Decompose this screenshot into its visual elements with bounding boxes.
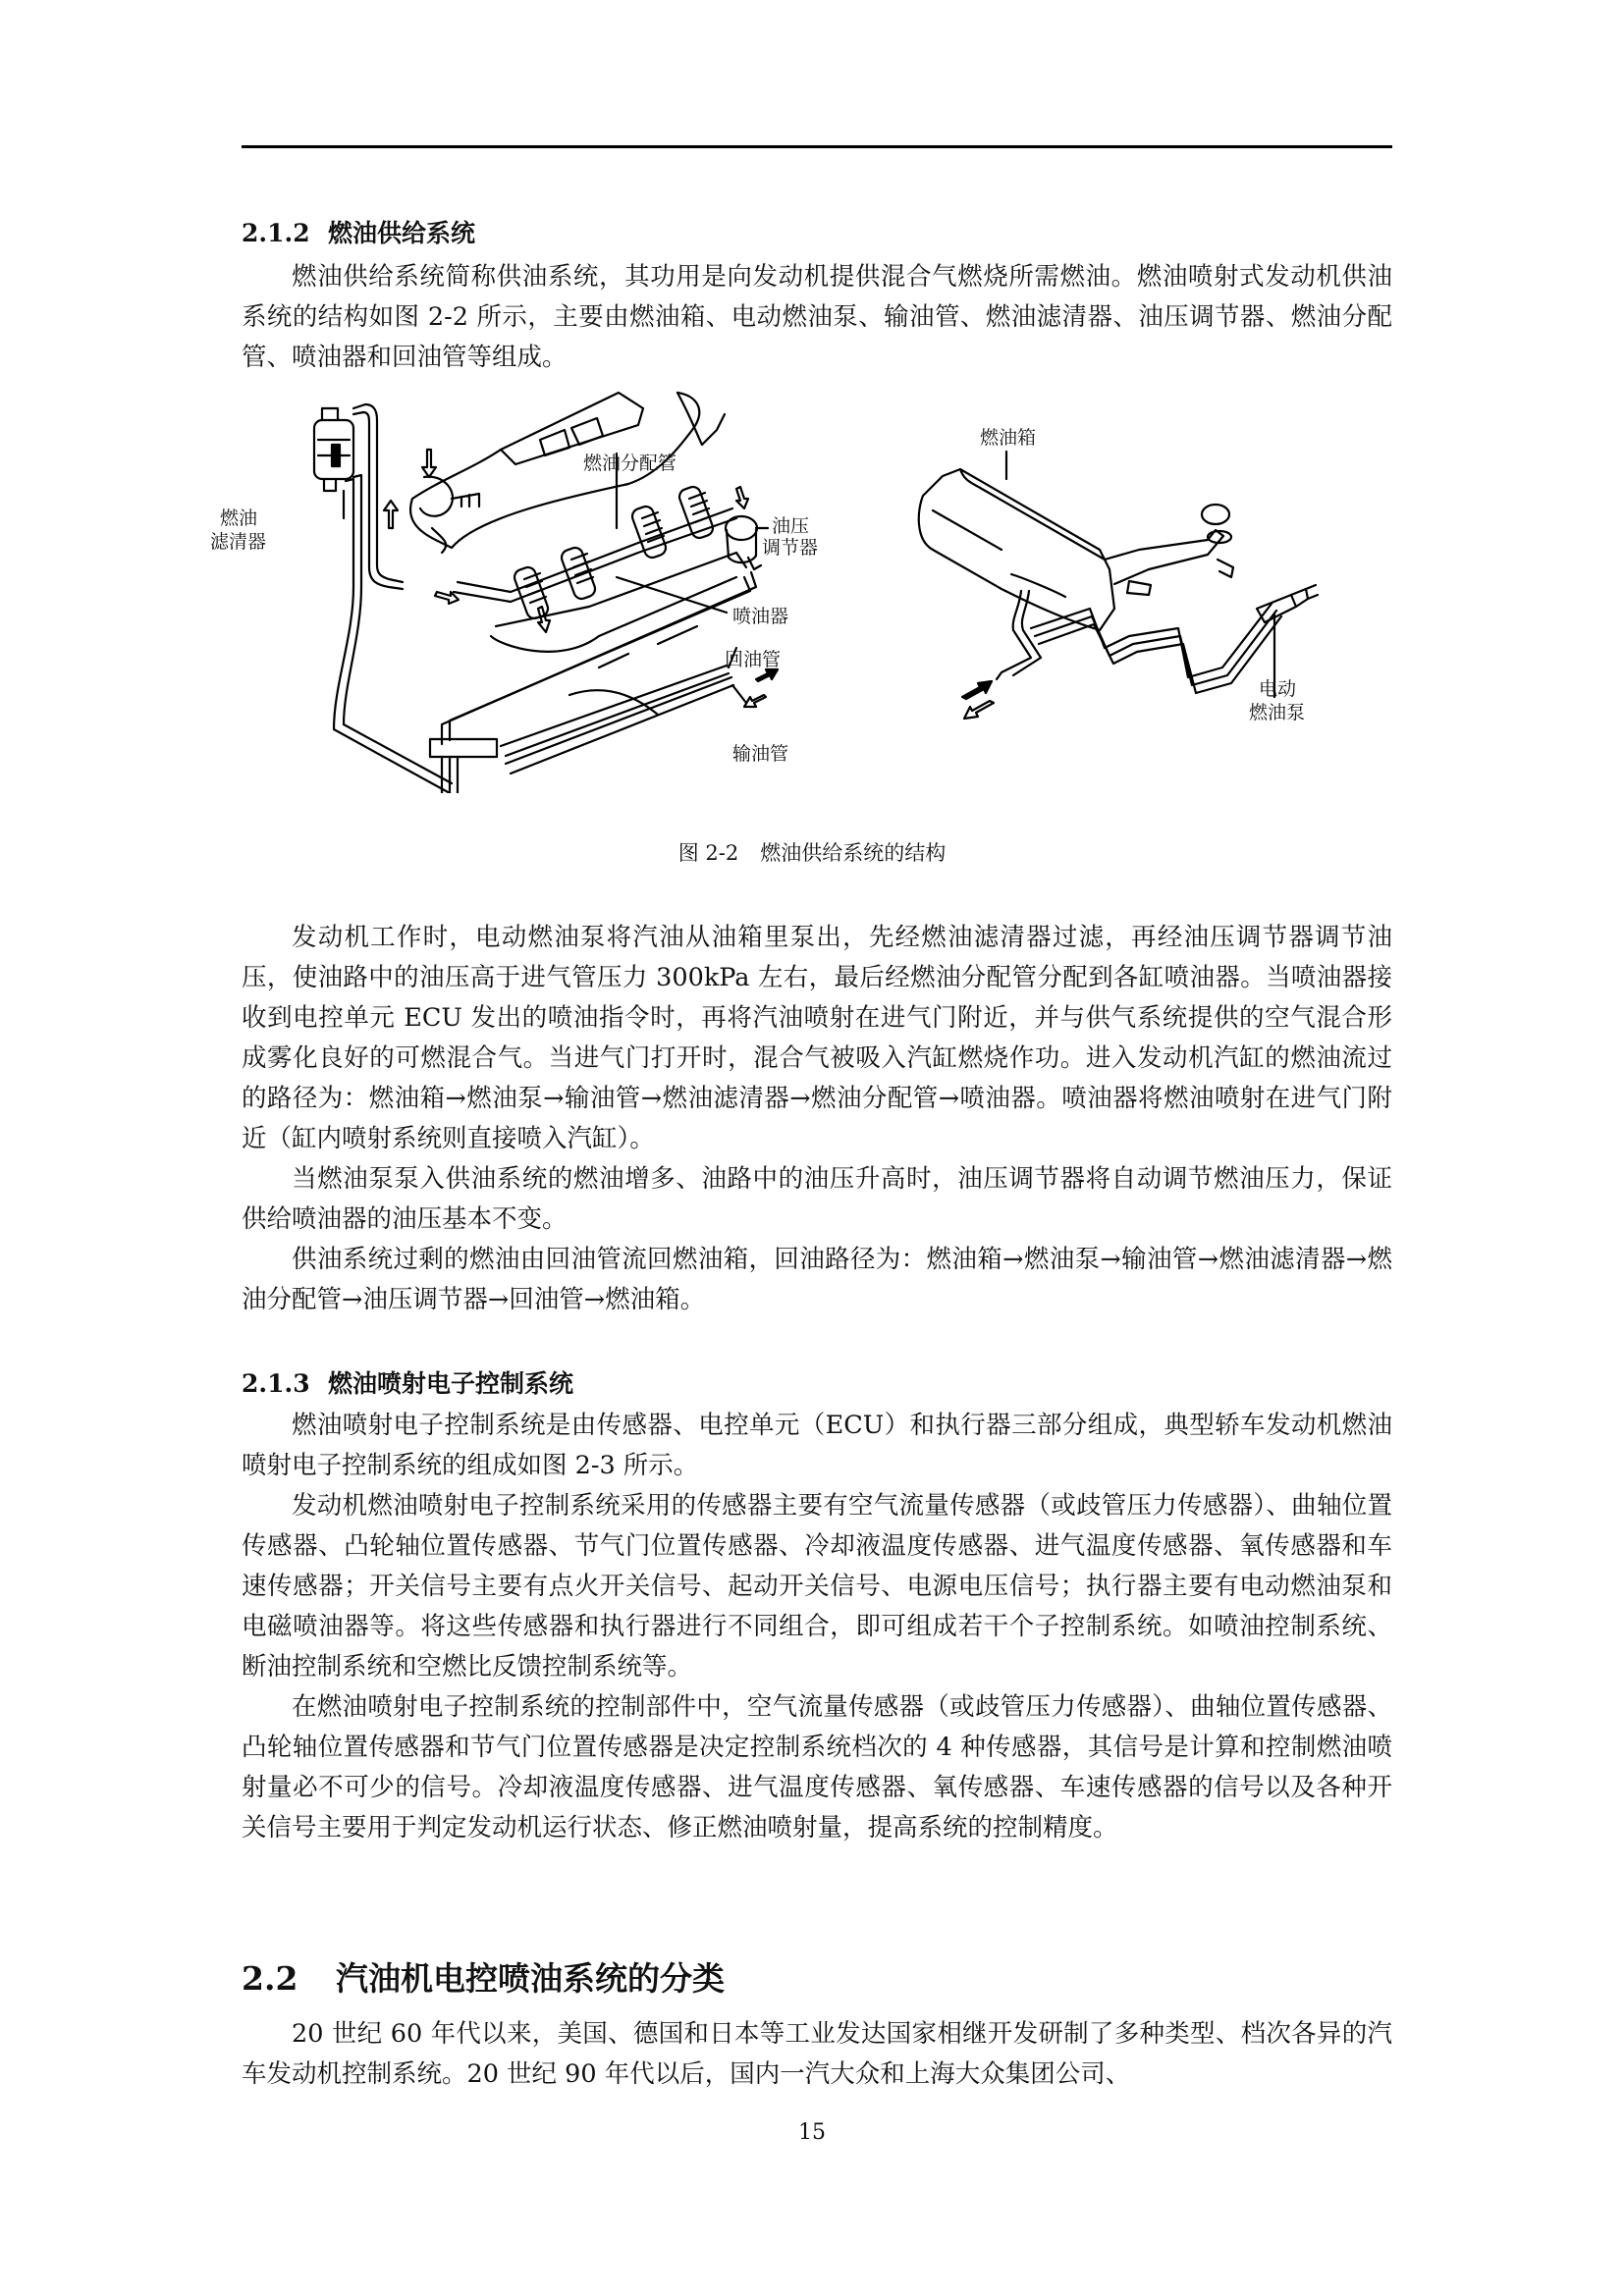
paragraph: 供油系统过剩的燃油由回油管流回燃油箱，回油路径为：燃油箱→燃油泵→输油管→燃油滤清器→燃油分配管→油压调节器→回油管→燃油箱。 <box>242 1245 1392 1314</box>
label-electric-pump-line1: 电动 <box>1259 678 1297 700</box>
paragraph: 20 世纪 60 年代以来，美国、德国和日本等工业发达国家相继开发研制了多种类型、档次各异的汽车发动机控制系统。20 世纪 90 年代以后，国内一汽大众和上海大众集团公司、 <box>242 2019 1392 2089</box>
label-fuel-filter-line2: 滤清器 <box>210 531 267 553</box>
section-number: 2.1.3 <box>242 1369 310 1398</box>
paragraph: 在燃油喷射电子控制系统的控制部件中，空气流量传感器（或歧管压力传感器）、曲轴位置传感器、凸轮轴位置传感器和节气门位置传感器是决定控制系统档次的 4 种传感器，其信号是计算和控制燃油喷射量必不可少的信号。冷却液温度传感器、进气温度传感器、氧传感器、车速传感器的信号以及各种开关信号主要用于判定发动机运行状态、修正燃油喷射量，提高系统的控制精度。 <box>242 1692 1392 1842</box>
figure-engine-fuel-system <box>210 391 854 793</box>
label-fuel-filter-line1: 燃油 <box>220 507 258 529</box>
engine-diagram-drawing <box>304 391 854 793</box>
label-fuel-tank: 燃油箱 <box>980 427 1037 449</box>
section-title: 燃油喷射电子控制系统 <box>328 1369 574 1398</box>
label-supply-line: 输油管 <box>732 743 789 765</box>
section-number: 2.2 <box>242 1959 298 1998</box>
section-heading-2-1-2 <box>242 214 475 249</box>
label-return-line: 回油管 <box>725 649 782 670</box>
section-number: 2.1.2 <box>242 219 310 247</box>
label-pressure-regulator-line1: 油压 <box>772 515 810 537</box>
figure-caption-text: 燃油供给系统的结构 <box>760 841 947 865</box>
section-heading-2-1-3 <box>242 1364 573 1400</box>
page-number: 15 <box>798 2120 826 2145</box>
paragraph: 当燃油泵泵入供油系统的燃油增多、油路中的油压升高时，油压调节器将自动调节燃油压力，保证供给喷油器的油压基本不变。 <box>242 1164 1392 1234</box>
label-electric-pump-line2: 燃油泵 <box>1249 702 1306 723</box>
label-injector: 喷油器 <box>732 606 789 627</box>
figure-fuel-tank <box>903 412 1345 736</box>
paragraph: 燃油供给系统简称供油系统，其功用是向发动机提供混合气燃烧所需燃油。燃油喷射式发动机供油系统的结构如图 2-2 所示，主要由燃油箱、电动燃油泵、输油管、燃油滤清器、油压调节器、燃油分配管、喷油器和回油管等组成。 <box>242 262 1392 372</box>
label-fuel-rail: 燃油分配管 <box>583 453 677 474</box>
figure-number: 图 2-2 <box>677 841 739 865</box>
section-title: 燃油供给系统 <box>328 219 476 247</box>
section-heading-2-2 <box>242 1953 725 2000</box>
section-title: 汽油机电控喷油系统的分类 <box>336 1959 725 1998</box>
figure-caption <box>0 837 1624 867</box>
paragraph: 发动机燃油喷射电子控制系统采用的传感器主要有空气流量传感器（或歧管压力传感器）、曲轴位置传感器、凸轮轴位置传感器、节气门位置传感器、冷却液温度传感器、进气温度传感器、氧传感器和车速传感器；开关信号主要有点火开关信号、起动开关信号、电源电压信号；执行器主要有电动燃油泵和电磁喷油器等。将这些传感器和执行器进行不同组合，即可组成若干个子控制系统。如喷油控制系统、断油控制系统和空燃比反馈控制系统等。 <box>242 1491 1392 1682</box>
header-rule <box>242 145 1392 148</box>
paragraph: 燃油喷射电子控制系统是由传感器、电控单元（ECU）和执行器三部分组成，典型轿车发动机燃油喷射电子控制系统的组成如图 2-3 所示。 <box>242 1411 1392 1480</box>
paragraph: 发动机工作时，电动燃油泵将汽油从油箱里泵出，先经燃油滤清器过滤，再经油压调节器调节油压，使油路中的油压高于进气管压力 300kPa 左右，最后经燃油分配管分配到各缸喷油器。当喷油器接收到电控单元 ECU 发出的喷油指令时，再将汽油喷射在进气门附近，并与供气系统提供的空气混合形成雾化良好的可燃混合气。当进气门打开时，混合气被吸入汽缸燃烧作功。进入发动机汽缸的燃油流过的路径为：燃油箱→燃油泵→输油管→燃油滤清器→燃油分配管→喷油器。喷油器将燃油喷射在进气门附近（缸内喷射系统则直接喷入汽缸）。 <box>242 923 1392 1153</box>
label-pressure-regulator-line2: 调节器 <box>762 537 819 559</box>
